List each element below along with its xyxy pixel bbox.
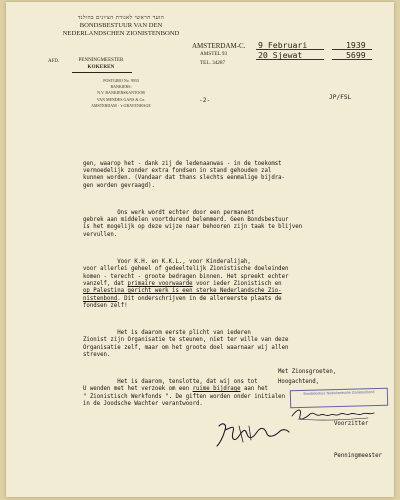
paragraph-1 [83,161,383,190]
year-rule [332,59,372,60]
date-rule [256,49,324,50]
signatory-role-treasurer: Penningmeester [334,453,382,459]
year-gregorian: 1939 [346,40,366,50]
text-line: vermoedelijk zonder extra fondsen in stand gehouden zal [83,168,272,175]
text-line: Voor K.H. en K.K.L., voor Kinderalijah, [117,258,251,265]
letterhead-org-line-2: NEDERLANDSCHEN ZIONISTENBOND [62,29,180,37]
text-line: streven. [83,351,111,358]
postgiro-number: POSTGIRO No. 9933 [103,78,139,83]
underlined-phrase: nistenbond [83,295,118,302]
signatory-role-chairman: Voorzitter [334,421,369,427]
year-rule [332,49,372,50]
letterhead-telephone: TEL. 34287 [200,60,226,66]
text-line: Organisatie zelf, maar om het groote doel waarnaar wij allen [83,344,289,351]
date-hebrew: 20 Sjewat [258,50,303,60]
letterhead-org-line-1: BONDSBESTUUR VAN DEN [79,22,163,29]
text-line: fondsen zelf! [83,302,128,309]
page-number: -2- [199,97,211,104]
text-line: in de Joodsche Wachter verantwoord. [83,401,203,407]
text-line: vervullen. [83,231,118,238]
department-officer: KOKEREN [87,65,115,70]
department-name: PENNINGMEESTER [78,58,124,63]
text-line: " Zionistisch Werkfonds ". De giften worden onder initialen [83,393,286,400]
text-line: Het is daarom, tenslotte, dat wij ons tot [117,378,258,385]
reference-code: JP/FSL [329,94,352,101]
text-line: . Dit onderschrijven in de allereerste plaats de [117,295,282,302]
bank-line-1: N.V. BANKIERSKANTOOR [97,90,145,96]
text-line: aan het [240,386,268,393]
letter-page [6,2,394,497]
paragraph-4 [83,330,383,359]
bank-line-2: VAN MENDES GANS & Co. [96,96,146,102]
closing-respect: Hoogachtend, [278,379,320,385]
text-line: kunnen worden. (Vandaar dat thans slechts eenmalige bijdra- [83,175,286,182]
date-rule [256,59,324,60]
underlined-phrase: op Palestina gericht werk is een sterke Nederlandsche Zio- [83,288,282,295]
letterhead-address: AMSTEL 93 [200,51,228,57]
text-line: gen worden gevraagd). [83,182,155,189]
year-hebrew: 5699 [346,50,366,60]
letterhead-hebrew-line: הועד הראשי לאגודת הציונים בהולנד [77,15,165,21]
underlined-phrase: primaire voorwaarde [127,280,193,287]
text-line: Het is daarom eerste plicht van iederen [117,329,251,336]
chairman-signature [288,402,378,426]
letterhead-city: AMSTERDAM-C. [192,42,246,50]
text-line: komen - terecht - groote bedragen binnen. Het spreekt echter [83,273,289,280]
text-line: U wenden met het verzoek om een [83,386,193,393]
treasurer-signature [213,420,293,450]
letterhead-left [46,14,196,37]
closing-greeting: Met Zionsgroeten, [278,369,337,375]
text-line: gen, waarop het - dank zij de ledenaanwas - in de toekomst [83,160,282,167]
text-line: gebrek aan middelen voortdurend belemmerd. Geen Bondsbestuur [83,217,289,224]
text-line: is het mogelijk op deze wijze naar behooren zijn taak te blijven [83,224,303,231]
text-line: voor allerlei geheel of gedeeltelijk Zionistische doeleinden [83,266,289,273]
letterhead-bank-details [46,78,196,109]
stamp-text: Bondsbestuur Nederlandsche Zionistenbond [303,390,375,396]
text-line: vanzelf, dat [83,280,128,287]
underlined-phrase: ruime bijdrage [192,386,241,393]
paragraph-2 [83,210,383,239]
letter-body [83,146,383,428]
date-gregorian: 9 Februari [258,40,308,50]
paragraph-3 [83,259,383,310]
bankiers-label: BANKIERS: [110,84,132,90]
text-line: Ons werk wordt echter door een permanent [117,209,255,216]
text-line: Zionist zijn Organisatie te steunen, niet ter wille van deze [83,337,289,344]
department-label: AFD. [48,59,60,64]
department-underline [72,72,132,73]
bank-line-3: AMSTERDAM - 's-GRAVENHAGE [91,102,151,108]
text-line: voor ieder Zionistisch en [192,280,282,287]
